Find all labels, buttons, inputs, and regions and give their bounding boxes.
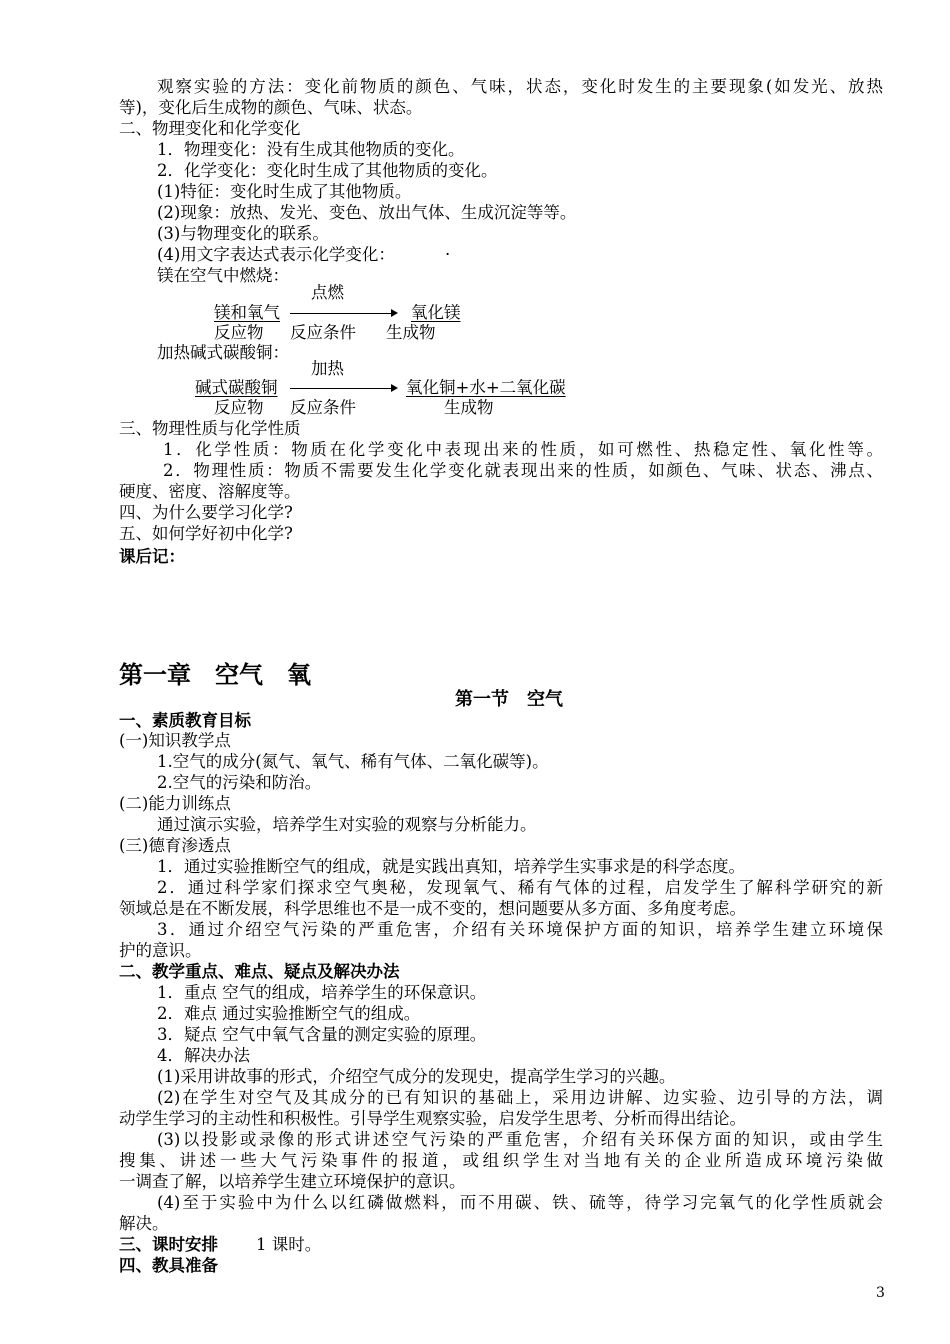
example-2-reactant: 碱式碳酸铜 bbox=[195, 378, 278, 397]
example-2-label-condition: 反应条件 bbox=[290, 398, 356, 417]
equipment-heading: 四、教具准备 bbox=[119, 1256, 218, 1275]
key-point-item: 1．重点 空气的组成，培养学生的环保意识。 bbox=[157, 983, 487, 1002]
example-1-reactant: 镁和氧气 bbox=[214, 303, 280, 322]
schedule-heading: 三、课时安排 bbox=[119, 1235, 218, 1254]
physical-property-line-2: 硬度、密度、溶解度等。 bbox=[119, 482, 301, 501]
ability-item-1: 通过演示实验，培养学生对实验的观察与分析能力。 bbox=[157, 815, 537, 834]
physical-property-line-1: 2．物理性质：物质不需要发生化学变化就表现出来的性质，如颜色、气味、状态、沸点、 bbox=[163, 461, 883, 480]
solution-item-3-line-2: 搜集、讲述一些大气污染事件的报道，或组织学生对当地有关的企业所造成环境污染做 bbox=[119, 1151, 883, 1170]
chemical-property-item: 1．化学性质：物质在化学变化中表现出来的性质，如可燃性、热稳定性、氧化性等。 bbox=[163, 440, 883, 459]
moral-item-2-line-1: 2．通过科学家们探求空气奥秘，发现氧气、稀有气体的过程，启发学生了解科学研究的新 bbox=[157, 878, 883, 897]
example-2-product: 氧化铜+水+二氧化碳 bbox=[406, 378, 566, 397]
difficulty-item: 2．难点 通过实验推断空气的组成。 bbox=[157, 1004, 421, 1023]
solution-item-2-line-2: 动学生学习的主动性和积极性。引导学生观察实验，启发学生思考、分析而得出结论。 bbox=[119, 1109, 746, 1128]
moral-item-3-line-2: 护的意识。 bbox=[119, 941, 202, 960]
knowledge-item-1: 1.空气的成分(氮气、氧气、稀有气体、二氧化碳等)。 bbox=[157, 752, 549, 771]
physical-change-item: 1．物理变化：没有生成其他物质的变化。 bbox=[157, 140, 465, 159]
example-1-label-reactant: 反应物 bbox=[214, 323, 264, 342]
knowledge-heading: (一)知识教学点 bbox=[119, 731, 231, 750]
relation-item: (3)与物理变化的联系。 bbox=[157, 224, 329, 243]
example-2-label-product: 生成物 bbox=[444, 398, 494, 417]
solution-item-2-line-1: (2)在学生对空气及其成分的已有知识的基础上，采用边讲解、边实验、边引导的方法，调 bbox=[157, 1088, 883, 1107]
schedule-value: 1 课时。 bbox=[256, 1235, 322, 1254]
solution-item-3-line-1: (3)以投影或录像的形式讲述空气污染的严重危害，介绍有关环保方面的知识，或由学生 bbox=[157, 1130, 883, 1149]
moral-heading: (三)德育渗透点 bbox=[119, 836, 231, 855]
section-3-heading: 三、物理性质与化学性质 bbox=[119, 419, 301, 438]
section-2-heading: 二、物理变化和化学变化 bbox=[119, 119, 301, 138]
solution-item-1: (1)采用讲故事的形式，介绍空气成分的发现史，提高学生学习的兴趣。 bbox=[157, 1067, 676, 1086]
after-class-notes-label: 课后记： bbox=[119, 547, 185, 566]
moral-item-1: 1．通过实验推断空气的组成，就是实践出真知，培养学生实事求是的科学态度。 bbox=[157, 857, 745, 876]
example-1-title: 镁在空气中燃烧： bbox=[157, 266, 289, 285]
solution-item-4-line-1: (4)至于实验中为什么以红磷做燃料，而不用碳、铁、硫等，待学习完氧气的化学性质就会 bbox=[157, 1193, 883, 1212]
moral-item-3-line-1: 3．通过介绍空气污染的严重危害，介绍有关环境保护方面的知识，培养学生建立环境保 bbox=[157, 920, 883, 939]
example-2-arrow bbox=[290, 388, 392, 389]
chapter-title: 第一章 空气 氧 bbox=[119, 661, 311, 689]
example-1-product: 氧化镁 bbox=[411, 303, 461, 322]
feature-item: (1)特征：变化时生成了其他物质。 bbox=[157, 182, 412, 201]
section-title: 第一节 空气 bbox=[455, 689, 563, 710]
observe-method-line-2: 等)，变化后生成物的颜色、气味、状态。 bbox=[119, 98, 423, 117]
phenomenon-item: (2)现象：放热、发光、变色、放出气体、生成沉淀等等。 bbox=[157, 203, 577, 222]
knowledge-item-2: 2.空气的污染和防治。 bbox=[157, 773, 322, 792]
solution-item-4-line-2: 解决。 bbox=[119, 1214, 169, 1233]
example-1-label-condition: 反应条件 bbox=[290, 323, 356, 342]
example-2-condition: 加热 bbox=[311, 359, 344, 378]
example-1-arrow bbox=[290, 313, 392, 314]
ability-heading: (二)能力训练点 bbox=[119, 794, 231, 813]
example-2-title: 加热碱式碳酸铜： bbox=[157, 343, 289, 362]
section-5-heading: 五、如何学好初中化学? bbox=[119, 524, 293, 543]
example-1-label-product: 生成物 bbox=[386, 323, 436, 342]
word-equation-item: (4)用文字表达式表示化学变化： bbox=[157, 245, 395, 264]
goals-heading: 一、素质教育目标 bbox=[119, 711, 251, 730]
example-1-condition: 点燃 bbox=[311, 283, 344, 302]
moral-item-2-line-2: 领域总是在不断发展，科学思维也不是一成不变的，想问题要从多方面、多角度考虑。 bbox=[119, 899, 746, 918]
doubt-item: 3．疑点 空气中氧气含量的测定实验的原理。 bbox=[157, 1025, 487, 1044]
observe-method-line-1: 观察实验的方法：变化前物质的颜色、气味，状态，变化时发生的主要现象(如发光、放热 bbox=[157, 77, 883, 96]
section-4-heading: 四、为什么要学习化学? bbox=[119, 503, 293, 522]
stray-dot: · bbox=[445, 245, 451, 264]
example-2-label-reactant: 反应物 bbox=[214, 398, 264, 417]
chemical-change-item: 2．化学变化：变化时生成了其他物质的变化。 bbox=[157, 161, 498, 180]
solution-item-3-line-3: 一调查了解，以培养学生建立环境保护的意识。 bbox=[119, 1172, 466, 1191]
page-number: 3 bbox=[876, 1285, 885, 1301]
key-points-heading: 二、教学重点、难点、疑点及解决办法 bbox=[119, 962, 400, 981]
solution-heading: 4．解决办法 bbox=[157, 1046, 250, 1065]
